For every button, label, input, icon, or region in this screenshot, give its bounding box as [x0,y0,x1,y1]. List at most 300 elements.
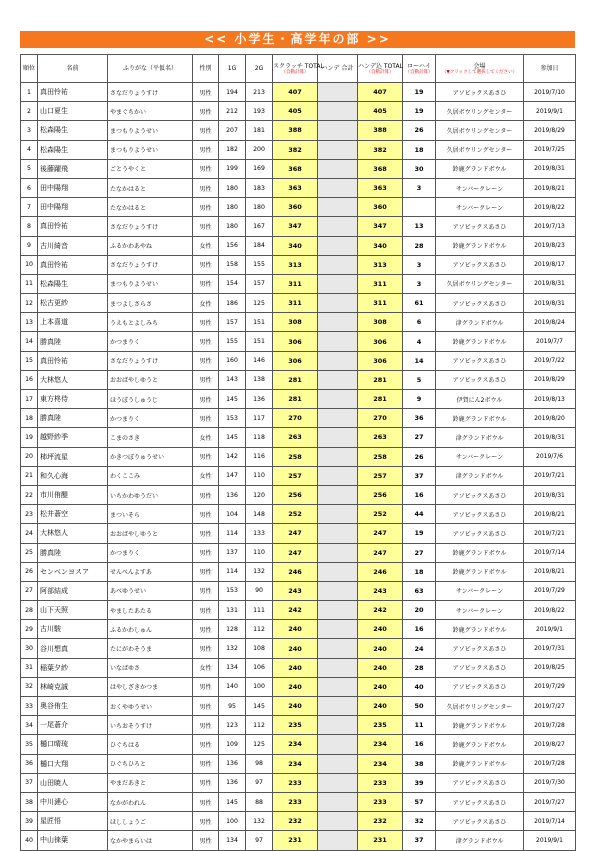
venue-cell[interactable]: 鈴鹿グランドボウル [436,409,524,428]
table-row [21,102,576,121]
low-high-cell: 40 [403,677,436,696]
scratch-total-cell: 242 [273,601,318,620]
low-high-cell: 14 [403,351,436,370]
low-high-cell: 6 [403,313,436,332]
handicap-total-cell: 311 [358,294,403,313]
game1-cell: 136 [219,485,246,504]
scratch-total-cell: 340 [273,236,318,255]
game1-cell: 145 [219,428,246,447]
venue-cell[interactable]: アソビックスあさひ [436,370,524,389]
table-row [21,313,576,332]
gender-cell: 男性 [193,409,219,428]
handicap-cell [318,390,358,409]
game1-cell: 147 [219,466,246,485]
gender-cell: 男性 [193,313,219,332]
date-cell: 2019/7/21 [524,524,576,543]
low-high-cell: 38 [403,754,436,773]
rank-cell: 6 [21,178,38,197]
low-high-cell: 19 [403,524,436,543]
gender-cell: 男性 [193,198,219,217]
rank-cell: 10 [21,255,38,274]
header-gender: 性別 [193,55,219,83]
scratch-total-cell: 240 [273,658,318,677]
venue-cell[interactable]: アソビックスあさひ [436,485,524,504]
handicap-cell [318,716,358,735]
low-high-cell: 19 [403,102,436,121]
header-handicap: ハンデ 合計 [318,55,358,83]
handicap-cell [318,773,358,792]
scratch-total-cell: 311 [273,294,318,313]
rank-cell: 26 [21,562,38,581]
date-cell: 2019/7/28 [524,716,576,735]
game1-cell: 136 [219,773,246,792]
game1-cell: 212 [219,102,246,121]
venue-cell[interactable]: アソビックスあさひ [436,639,524,658]
handicap-total-cell: 405 [358,102,403,121]
gender-cell: 男性 [193,505,219,524]
handicap-total-cell: 252 [358,505,403,524]
game1-cell: 134 [219,831,246,850]
name-cell: 上本喜道 [38,313,108,332]
rank-cell: 5 [21,159,38,178]
date-cell: 2019/7/31 [524,639,576,658]
low-high-cell: 37 [403,831,436,850]
name-cell: 和久心海 [38,466,108,485]
venue-cell[interactable]: アソビックスあさひ [436,255,524,274]
kana-cell: たなかはると [108,198,193,217]
game1-cell: 156 [219,236,246,255]
low-high-cell: 4 [403,332,436,351]
game1-cell: 123 [219,716,246,735]
game2-cell: 138 [246,370,273,389]
kana-cell: まつもりようせい [108,274,193,293]
rank-cell: 20 [21,447,38,466]
name-cell: 大林悠人 [38,524,108,543]
scratch-total-cell: 308 [273,313,318,332]
handicap-cell [318,217,358,236]
rank-cell: 39 [21,812,38,831]
low-high-cell: 44 [403,505,436,524]
game2-cell: 145 [246,697,273,716]
handicap-total-cell: 388 [358,121,403,140]
game2-cell: 157 [246,274,273,293]
game1-cell: 114 [219,524,246,543]
low-high-cell: 37 [403,466,436,485]
low-high-cell: 50 [403,697,436,716]
venue-cell[interactable]: 久居ボウリングセンター [436,274,524,293]
venue-cell[interactable]: アソビックスあさひ [436,294,524,313]
venue-cell[interactable]: アソビックスあさひ [436,217,524,236]
venue-cell[interactable]: 鈴鹿グランドボウル [436,159,524,178]
kana-cell: やまぐちかい [108,102,193,121]
game1-cell: 145 [219,390,246,409]
game1-cell: 158 [219,255,246,274]
game2-cell: 88 [246,792,273,811]
scratch-total-cell: 368 [273,159,318,178]
date-cell: 2019/7/27 [524,697,576,716]
venue-cell[interactable]: 鈴鹿グランドボウル [436,332,524,351]
rank-cell: 14 [21,332,38,351]
rank-cell: 13 [21,313,38,332]
venue-cell[interactable]: 鈴鹿グランドボウル [436,754,524,773]
date-cell: 2019/7/27 [524,792,576,811]
header-handicap-total [358,55,403,83]
kana-cell: かつまりく [108,409,193,428]
name-cell: 勝真陸 [38,409,108,428]
scratch-total-cell: 363 [273,178,318,197]
handicap-total-cell: 281 [358,370,403,389]
handicap-cell [318,274,358,293]
game2-cell: 98 [246,754,273,773]
scratch-total-cell: 257 [273,466,318,485]
kana-cell: ほうぼうしゅうじ [108,390,193,409]
date-cell: 2019/8/29 [524,121,576,140]
kana-cell: ふるかわしゅん [108,620,193,639]
low-high-cell [403,198,436,217]
name-cell: 奥谷侑生 [38,697,108,716]
game2-cell: 100 [246,677,273,696]
low-high-cell: 3 [403,274,436,293]
game2-cell: 112 [246,620,273,639]
handicap-total-cell: 231 [358,831,403,850]
game2-cell: 90 [246,581,273,600]
game1-cell: 157 [219,313,246,332]
venue-cell[interactable]: 鈴鹿グランドボウル [436,716,524,735]
table-row [21,543,576,562]
low-high-cell: 61 [403,294,436,313]
low-high-cell: 16 [403,735,436,754]
scratch-total-cell: 270 [273,409,318,428]
venue-cell[interactable]: 鈴鹿グランドボウル [436,543,524,562]
table-row [21,562,576,581]
venue-cell[interactable]: アソビックスあさひ [436,524,524,543]
game2-cell: 125 [246,294,273,313]
venue-cell[interactable]: 久居ボウリングセンター [436,121,524,140]
game2-cell: 184 [246,236,273,255]
scratch-total-cell: 281 [273,390,318,409]
kana-cell: さなだりょうすけ [108,217,193,236]
rank-cell: 11 [21,274,38,293]
rank-cell: 40 [21,831,38,850]
date-cell: 2019/7/30 [524,773,576,792]
low-high-cell: 11 [403,716,436,735]
kana-cell: いちかわゆうだい [108,485,193,504]
name-cell: 真田怜祐 [38,351,108,370]
game2-cell: 155 [246,255,273,274]
date-cell: 2019/7/10 [524,83,576,102]
rank-cell: 35 [21,735,38,754]
date-cell: 2019/8/31 [524,159,576,178]
date-cell: 2019/8/31 [524,274,576,293]
game2-cell: 110 [246,466,273,485]
handicap-cell [318,697,358,716]
gender-cell: 男性 [193,716,219,735]
name-cell: 山下天照 [38,601,108,620]
game2-cell: 132 [246,812,273,831]
kana-cell: ふるかわあやね [108,236,193,255]
rank-cell: 33 [21,697,38,716]
handicap-cell [318,812,358,831]
date-cell: 2019/7/6 [524,447,576,466]
kana-cell: さなだりょうすけ [108,255,193,274]
table-row [21,255,576,274]
handicap-cell [318,294,358,313]
date-cell: 2019/7/25 [524,140,576,159]
rank-cell: 31 [21,658,38,677]
header-kana: ふりがな（平仮名） [108,55,193,83]
low-high-cell: 36 [403,409,436,428]
low-high-cell: 26 [403,447,436,466]
table-row [21,812,576,831]
name-cell: 松井蒼空 [38,505,108,524]
game1-cell: 154 [219,274,246,293]
handicap-cell [318,198,358,217]
handicap-total-cell: 257 [358,466,403,485]
handicap-total-cell: 240 [358,639,403,658]
date-cell: 2019/8/22 [524,601,576,620]
rank-cell: 25 [21,543,38,562]
handicap-total-cell: 240 [358,658,403,677]
low-high-cell: 26 [403,121,436,140]
venue-cell[interactable]: アソビックスあさひ [436,351,524,370]
low-high-cell: 13 [403,217,436,236]
game2-cell: 213 [246,83,273,102]
venue-cell[interactable]: 久居ボウリングセンター [436,102,524,121]
kana-cell: さなだりょうすけ [108,351,193,370]
scratch-total-cell: 233 [273,792,318,811]
game1-cell: 114 [219,562,246,581]
game2-cell: 180 [246,198,273,217]
gender-cell: 男性 [193,178,219,197]
gender-cell: 男性 [193,255,219,274]
scratch-total-cell: 240 [273,620,318,639]
name-cell: 真田怜祐 [38,217,108,236]
gender-cell: 男性 [193,601,219,620]
table-row [21,601,576,620]
venue-cell[interactable]: サンバークレーン [436,601,524,620]
handicap-total-cell: 270 [358,409,403,428]
handicap-cell [318,102,358,121]
date-cell: 2019/7/13 [524,217,576,236]
table-row [21,831,576,850]
game2-cell: 110 [246,543,273,562]
game1-cell: 95 [219,697,246,716]
game2-cell: 132 [246,562,273,581]
handicap-total-cell: 242 [358,601,403,620]
venue-cell[interactable]: アソビックスあさひ [436,83,524,102]
date-cell: 2019/8/13 [524,390,576,409]
kana-cell: かきつぼりゅうせい [108,447,193,466]
section-banner: << 小学生・高学年の部 >> [20,31,575,48]
low-high-cell: 57 [403,792,436,811]
scratch-total-cell: 313 [273,255,318,274]
handicap-total-cell: 407 [358,83,403,102]
scratch-total-cell: 232 [273,812,318,831]
kana-cell: たにがわそうま [108,639,193,658]
table-row [21,658,576,677]
handicap-cell [318,581,358,600]
game1-cell: 109 [219,735,246,754]
rank-cell: 24 [21,524,38,543]
handicap-cell [318,255,358,274]
gender-cell: 女性 [193,466,219,485]
venue-cell[interactable]: 久居ボウリングセンター [436,697,524,716]
game2-cell: 193 [246,102,273,121]
handicap-total-cell: 368 [358,159,403,178]
table-row [21,332,576,351]
header-low-high-note: （自動計算） [405,69,433,75]
low-high-cell: 39 [403,773,436,792]
date-cell: 2019/8/21 [524,505,576,524]
table-row [21,505,576,524]
low-high-cell: 28 [403,236,436,255]
name-cell: 山田暁人 [38,773,108,792]
name-cell: 谷川想真 [38,639,108,658]
venue-cell[interactable]: アソビックスあさひ [436,658,524,677]
game1-cell: 194 [219,83,246,102]
date-cell: 2019/7/29 [524,581,576,600]
table-row [21,697,576,716]
rank-cell: 2 [21,102,38,121]
handicap-total-cell: 360 [358,198,403,217]
kana-cell: まつよしさらさ [108,294,193,313]
scratch-total-cell: 306 [273,332,318,351]
name-cell: 松森陽生 [38,121,108,140]
venue-cell[interactable]: 津グランドボウル [436,313,524,332]
gender-cell: 男性 [193,217,219,236]
venue-cell[interactable]: アソビックスあさひ [436,677,524,696]
header-scratch-note: （自動計算） [281,69,309,75]
date-cell: 2019/7/7 [524,332,576,351]
venue-cell[interactable]: アソビックスあさひ [436,812,524,831]
handicap-cell [318,485,358,504]
scratch-total-cell: 252 [273,505,318,524]
game2-cell: 181 [246,121,273,140]
rank-cell: 4 [21,140,38,159]
handicap-cell [318,447,358,466]
venue-cell[interactable]: サンバークレーン [436,178,524,197]
handicap-cell [318,159,358,178]
handicap-total-cell: 247 [358,524,403,543]
low-high-cell: 27 [403,543,436,562]
venue-cell[interactable]: 久居ボウリングセンター [436,140,524,159]
gender-cell: 男性 [193,754,219,773]
handicap-cell [318,236,358,255]
kana-cell: ひぐちひろと [108,754,193,773]
handicap-total-cell: 246 [358,562,403,581]
header-venue-note: （▼クリックして選択してください） [441,69,518,75]
venue-cell[interactable]: アソビックスあさひ [436,792,524,811]
header-handicap-total-label: ハンデ込 TOTAL [358,62,403,70]
game2-cell: 97 [246,831,273,850]
name-cell: 林崎克誠 [38,677,108,696]
rank-cell: 30 [21,639,38,658]
handicap-cell [318,370,358,389]
name-cell: 松古更紗 [38,294,108,313]
game2-cell: 106 [246,658,273,677]
name-cell: 柿坪流星 [38,447,108,466]
scratch-total-cell: 234 [273,754,318,773]
venue-cell[interactable]: 津グランドボウル [436,428,524,447]
date-cell: 2019/9/1 [524,620,576,639]
date-cell: 2019/8/24 [524,313,576,332]
gender-cell: 男性 [193,485,219,504]
gender-cell: 男性 [193,332,219,351]
venue-cell[interactable]: 津グランドボウル [436,466,524,485]
table-row [21,735,576,754]
scratch-total-cell: 347 [273,217,318,236]
name-cell: 真田怜祐 [38,83,108,102]
kana-cell: はやしざきかつま [108,677,193,696]
game2-cell: 97 [246,773,273,792]
rank-cell: 27 [21,581,38,600]
table-row [21,236,576,255]
venue-cell[interactable]: アソビックスあさひ [436,773,524,792]
scratch-total-cell: 247 [273,543,318,562]
handicap-total-cell: 363 [358,178,403,197]
venue-cell[interactable]: 鈴鹿グランドボウル [436,236,524,255]
handicap-cell [318,140,358,159]
handicap-cell [318,313,358,332]
name-cell: 稲葉夕紗 [38,658,108,677]
kana-cell: おおばやしゆうと [108,370,193,389]
rank-cell: 19 [21,428,38,447]
scratch-total-cell: 246 [273,562,318,581]
gender-cell: 男性 [193,639,219,658]
handicap-cell [318,466,358,485]
venue-cell[interactable]: 伊賀にん2ボウル [436,390,524,409]
venue-cell[interactable]: 鈴鹿グランドボウル [436,562,524,581]
venue-cell[interactable]: 鈴鹿グランドボウル [436,735,524,754]
game1-cell: 104 [219,505,246,524]
handicap-cell [318,754,358,773]
game1-cell: 186 [219,294,246,313]
venue-cell[interactable]: サンバークレーン [436,198,524,217]
low-high-cell: 63 [403,581,436,600]
table-row [21,198,576,217]
game1-cell: 131 [219,601,246,620]
rank-cell: 18 [21,409,38,428]
game1-cell: 153 [219,409,246,428]
low-high-cell: 28 [403,658,436,677]
venue-cell[interactable]: 鈴鹿グランドボウル [436,620,524,639]
table-row [21,773,576,792]
handicap-total-cell: 313 [358,255,403,274]
gender-cell: 男性 [193,620,219,639]
name-cell: 中山徠葉 [38,831,108,850]
handicap-cell [318,735,358,754]
venue-cell[interactable]: サンバークレーン [436,447,524,466]
date-cell: 2019/8/25 [524,658,576,677]
table-row [21,754,576,773]
scratch-total-cell: 235 [273,716,318,735]
venue-cell[interactable]: アソビックスあさひ [436,505,524,524]
kana-cell: おくやゆうせい [108,697,193,716]
game2-cell: 118 [246,428,273,447]
name-cell: 東方柊侍 [38,390,108,409]
low-high-cell: 5 [403,370,436,389]
scratch-total-cell: 240 [273,697,318,716]
table-row [21,466,576,485]
gender-cell: 男性 [193,562,219,581]
venue-cell[interactable]: 津グランドボウル [436,831,524,850]
handicap-cell [318,178,358,197]
handicap-total-cell: 247 [358,543,403,562]
table-row [21,294,576,313]
gender-cell: 男性 [193,274,219,293]
venue-cell[interactable]: サンバークレーン [436,581,524,600]
low-high-cell: 18 [403,562,436,581]
